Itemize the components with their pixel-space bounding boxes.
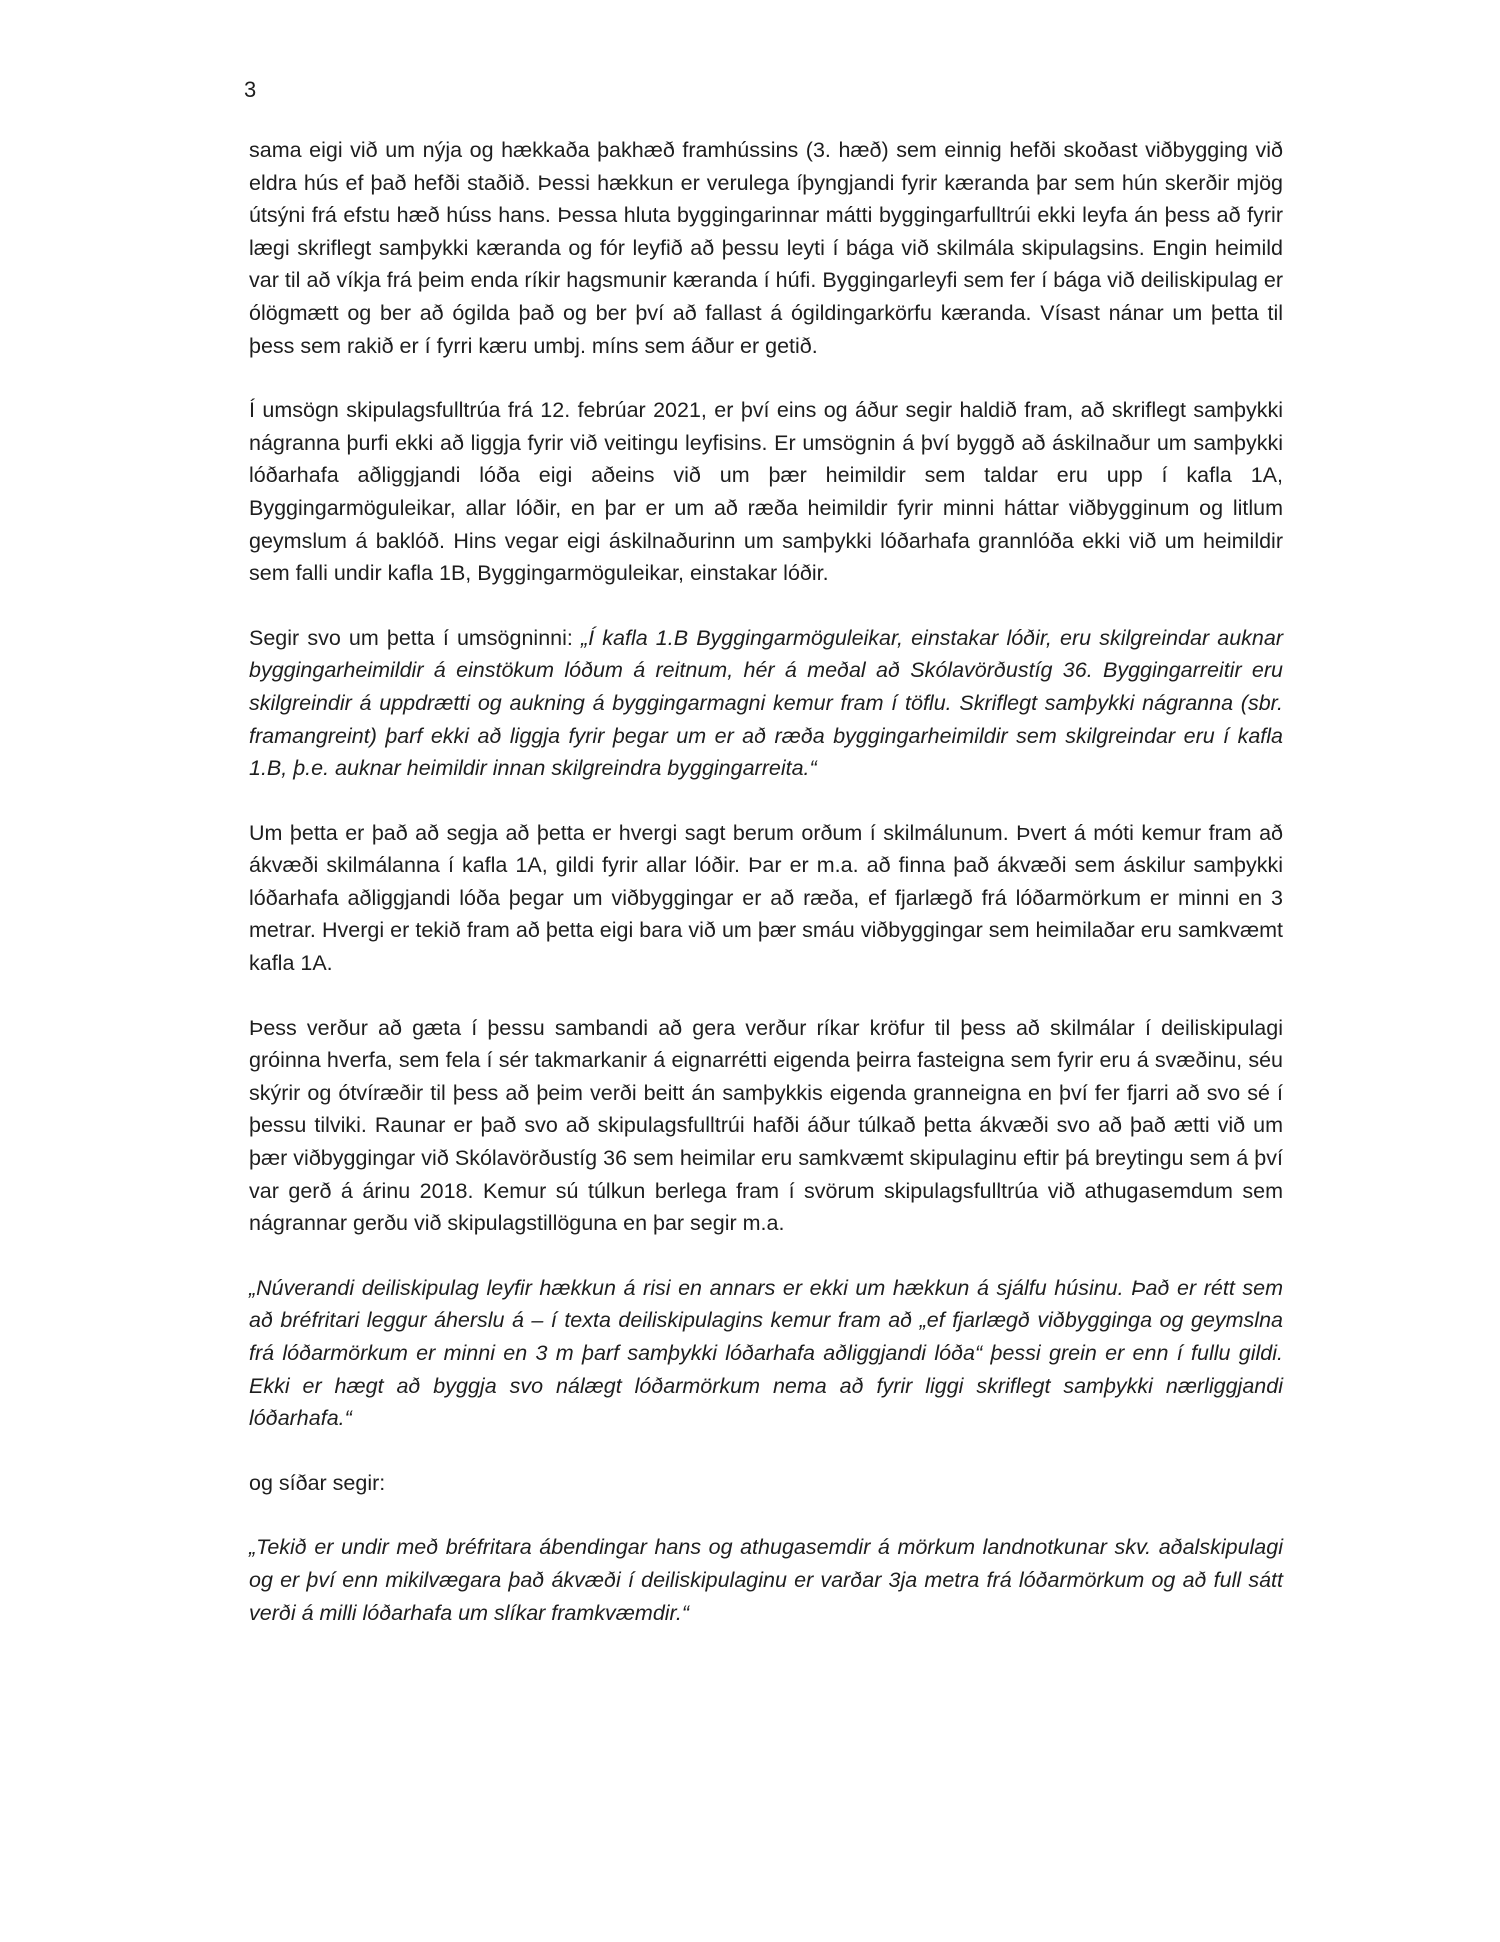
paragraph-terms-analysis: Um þetta er það að segja að þetta er hvergi sagt berum orðum í skilmálunum. Þvert á móti kemur fram að ákvæði skilmálanna í kafla 1A, gildi fyrir allar lóðir. Þar er m.a. að finna það ákvæði sem áskilur samþykki lóðarhafa aðliggjandi lóða þegar um viðbyggingar er að ræða, ef fjarlægð frá lóðarmörkum er minni en 3 metrar. Hvergi er tekið fram að þetta eigi bara við um þær smáu viðbyggingar sem heimilaðar eru samkvæmt kafla 1A.	[249, 820, 1283, 976]
paragraph-property-rights: Þess verður að gæta í þessu sambandi að gera verður ríkar kröfur til þess að skilmálar í deiliskipulagi gróinna hverfa, sem fela í sér takmarkanir á eignarrétti eigenda þeirra fasteigna sem fyrir eru á svæðinu, séu skýrir og ótvíræðir til þess að þeim verði beitt án samþykkis eigenda granneigna en því fer fjarri að svo sé í þessu tilviki. Raunar er það svo að skipulagsfulltrúi hafði áður túlkað þetta ákvæði svo að það ætti við um þær viðbyggingar við Skólavörðustíg 36 sem heimilar eru samkvæmt skipulaginu eftir þá breytingu sem á því var gerð á árinu 2018. Kemur sú túlkun berlega fram í svörum skipulagsfulltrúa við athugasemdum sem nágrannar gerðu við skipulagstillöguna en þar segir m.a.	[249, 1015, 1283, 1236]
paragraph-transition: og síðar segir:	[249, 1470, 386, 1495]
paragraph-roof-height: sama eigi við um nýja og hækkaða þakhæð framhússins (3. hæð) sem einnig hefði skoðast viðbygging við eldra hús ef það hefði staðið. Þessi hækkun er verulega íþyngjandi fyrir kæranda þar sem hún skerðir mjög útsýni frá efstu hæð húss hans. Þessa hluta byggingarinnar mátti byggingarfulltrúi ekki leyfa án þess að fyrir lægi skriflegt samþykki kæranda og fór leyfið að þessu leyti í bága við skilmála skipulagsins. Engin heimild var til að víkja frá þeim enda ríkir hagsmunir kæranda í húfi. Byggingarleyfi sem fer í bága við deiliskipulag er ólögmætt og ber að ógilda það og ber því að fallast á ógildingarkörfu kæranda. Vísast nánar um þetta til þess sem rakið er í fyrri kæru umbj. míns sem áður er getið.	[249, 138, 1283, 358]
page-number: 3	[244, 77, 257, 102]
quote-current-plan: „Núverandi deiliskipulag leyfir hækkun á risi en annars er ekki um hækkun á sjálfu húsinu. Það er rétt sem að bréfritari leggur áherslu á – í texta deiliskipulagins kemur fram að „ef fjarlægð viðbygginga og geymslna frá lóðarmörkum er minni en 3 m þarf samþykki lóðarhafa aðliggjandi lóða“ þessi grein er enn í fullu gildi. Ekki er hægt að byggja svo nálægt lóðarmörkum nema að fyrir liggi skriflegt samþykki nærliggjandi lóðarhafa.“	[249, 1275, 1283, 1431]
quote-land-use: „Tekið er undir með bréfritara ábendingar hans og athugasemdir á mörkum landnotkunar skv. aðalskipulagi og er því enn mikilvægara það ákvæði í deiliskipulaginu er varðar 3ja metra frá lóðarmörkum og að full sátt verði á milli lóðarhafa um slíkar framkvæmdir.“	[249, 1535, 1283, 1625]
paragraph-review-quote	[249, 622, 1283, 785]
document-body	[249, 134, 1283, 1661]
review-quote-lead: Segir svo um þetta í umsögninni:	[249, 625, 581, 650]
review-quote: „Í kafla 1.B Byggingarmöguleikar, einstakar lóðir, eru skilgreindar auknar byggingarheimildir á einstökum lóðum á reitnum, hér á meðal að Skólavörðustíg 36. Byggingarreitir eru skilgreindir á uppdrætti og aukning á byggingarmagni kemur fram í töflu. Skriflegt samþykki nágranna (sbr. framangreint) þarf ekki að liggja fyrir þegar um er að ræða byggingarheimildir sem skilgreindar eru í kafla 1.B, þ.e. auknar heimildir innan skilgreindra byggingarreita.“	[249, 625, 1283, 781]
paragraph-planning-review: Í umsögn skipulagsfulltrúa frá 12. febrúar 2021, er því eins og áður segir haldið fram, að skriflegt samþykki nágranna þurfi ekki að liggja fyrir við veitingu leyfisins. Er umsögnin á því byggð að áskilnaður um samþykki lóðarhafa aðliggjandi lóða eigi aðeins við um þær heimildir sem taldar eru upp í kafla 1A, Byggingarmöguleikar, allar lóðir, en þar er um að ræða heimildir fyrir minni háttar viðbygginum og litlum geymslum á baklóð. Hins vegar eigi áskilnaðurinn um samþykki lóðarhafa grannlóða ekki við um heimildir sem falli undir kafla 1B, Byggingarmöguleikar, einstakar lóðir.	[249, 398, 1283, 586]
